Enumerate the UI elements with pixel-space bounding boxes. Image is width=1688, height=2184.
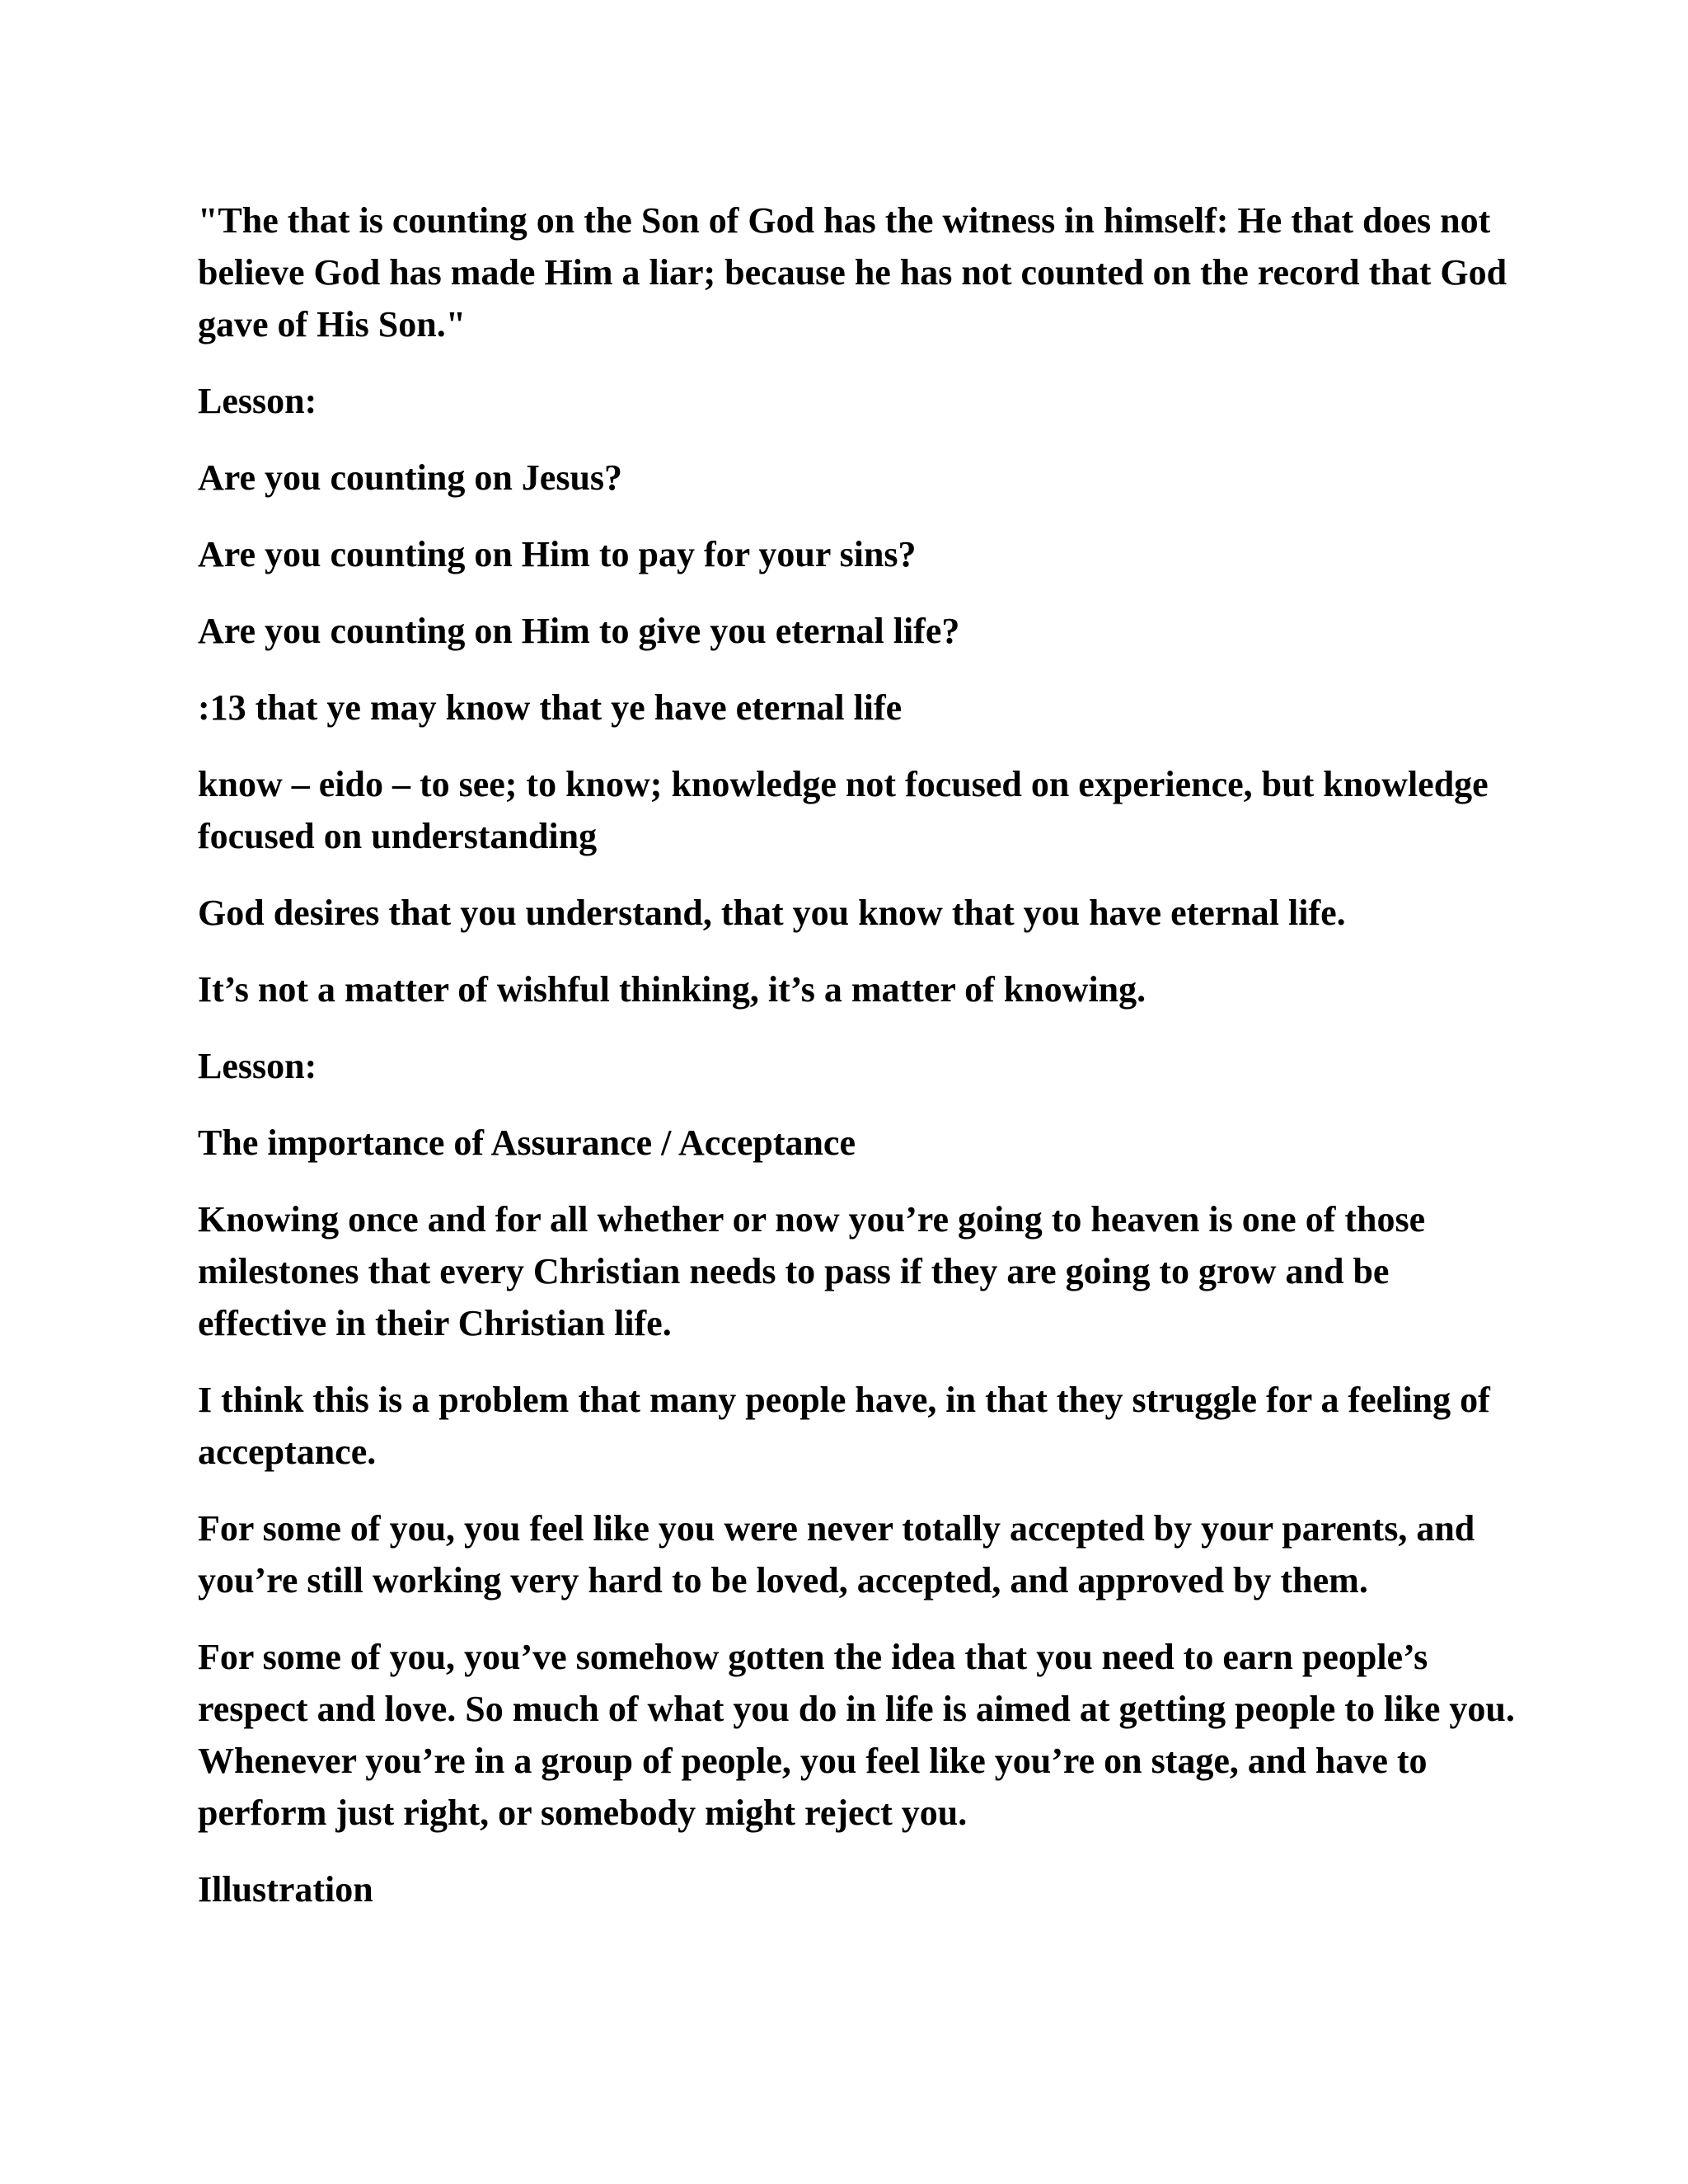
body-paragraph: For some of you, you’ve somehow gotten the idea that you need to earn people’s respect and love. So much of what you do in life is aimed at getting people to like you. Whenever you’re in a group of people, you feel like you’re on stage, and have to perform just right, or somebody might reject you. (198, 1637, 1515, 1833)
question-eternal-life: Are you counting on Him to give you eternal life? (198, 611, 960, 651)
document-page (198, 194, 1517, 1940)
illustration-heading: Illustration (198, 1869, 373, 1910)
question-counting-on-jesus: Are you counting on Jesus? (198, 457, 623, 498)
lesson-heading: Lesson: (198, 381, 317, 421)
question-pay-for-sins: Are you counting on Him to pay for your sins? (198, 534, 917, 574)
body-paragraph: I think this is a problem that many people have, in that they struggle for a feeling of acceptance. (198, 1380, 1490, 1472)
word-definition: know – eido – to see; to know; knowledge not focused on experience, but knowledge focused on understanding (198, 764, 1489, 856)
scripture-quote: "The that is counting on the Son of God has the witness in himself: He that does not believe God has made Him a liar; because he has not counted on the record that God gave of His Son." (198, 200, 1507, 344)
section-heading: The importance of Assurance / Acceptance (198, 1122, 856, 1163)
body-paragraph: Knowing once and for all whether or now you’re going to heaven is one of those milestones that every Christian needs to pass if they are going to grow and be effective in their Christian life. (198, 1199, 1426, 1343)
body-paragraph: God desires that you understand, that you know that you have eternal life. (198, 893, 1346, 933)
body-paragraph: It’s not a matter of wishful thinking, it’s a matter of knowing. (198, 969, 1146, 1010)
verse-reference: :13 that ye may know that ye have eternal life (198, 687, 903, 728)
lesson-heading: Lesson: (198, 1046, 317, 1086)
body-paragraph: For some of you, you feel like you were never totally accepted by your parents, and you’re still working very hard to be loved, accepted, and approved by them. (198, 1508, 1475, 1601)
